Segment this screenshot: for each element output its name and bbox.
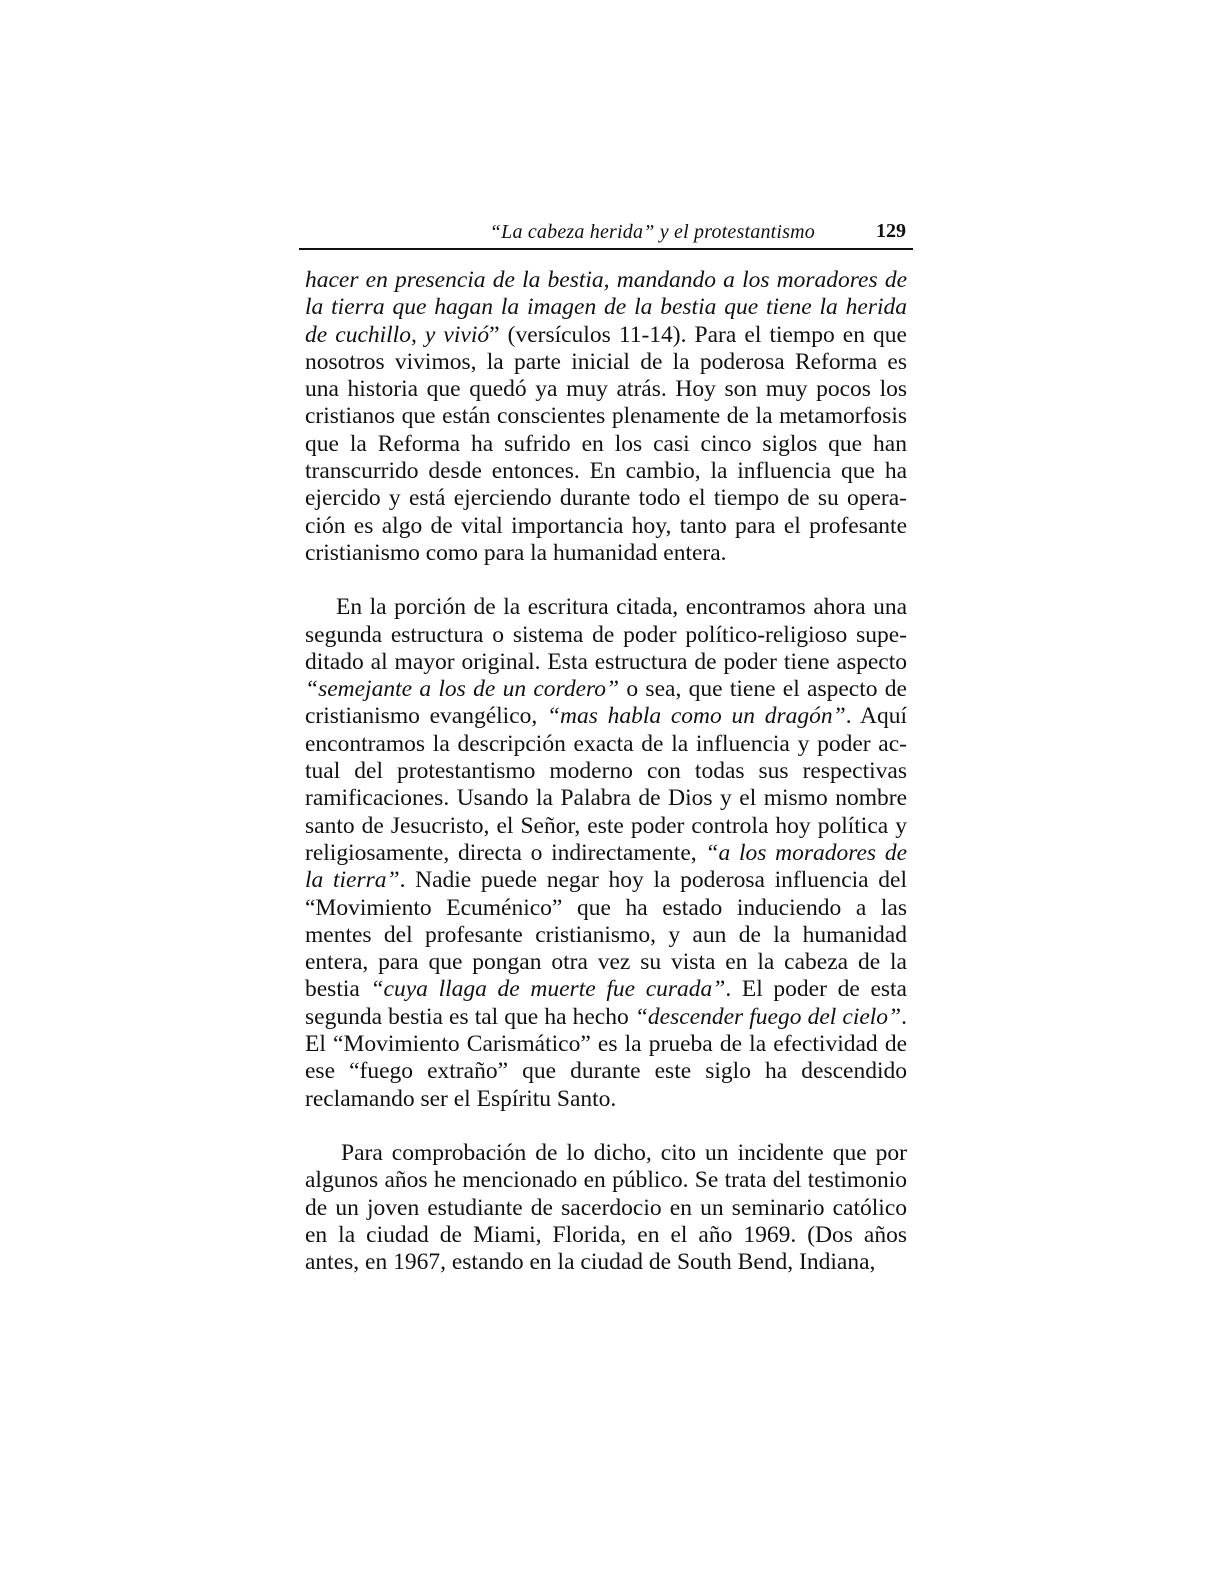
running-title: “La cabeza herida” y el protestantismo bbox=[489, 221, 815, 243]
paragraph-3 bbox=[305, 1140, 907, 1276]
paragraph-text: o sea, que tiene el aspecto de cristianismo evangélico, bbox=[305, 676, 907, 730]
paragraph-text: En la porción de la escritura citada, encontramos ahora una segunda estructura o sistema de poder político-religioso supeditado al mayor original. Esta estructura de poder tiene aspecto bbox=[305, 594, 907, 675]
paragraph-text: . Nadie puede negar hoy la poderosa influencia del “Movimiento Ecuménico” que ha estado induciendo a las mentes del profesante cristianismo, y aun de la humanidad entera, para que pongan otra vez su vista en la cabeza de la bestia bbox=[305, 867, 907, 1003]
page-number: 129 bbox=[876, 220, 906, 242]
scripture-quote: “semejante a los de un cordero” bbox=[305, 676, 620, 703]
body-text bbox=[305, 267, 907, 1276]
paragraph-text: . El “Movimiento Carismático” es la prueba de la efectividad de ese “fuego extraño” que durante este siglo ha descendido reclamando ser el Espíritu Santo. bbox=[305, 1003, 907, 1112]
paragraph-text: . Aquí encontramos la descripción exacta de la influencia y poder actual del protestantismo moderno con todas sus respectivas ramificaciones. Usando la Palabra de Dios y el mismo nombre santo de Jesucristo, el Señor, este poder controla hoy política y religiosamente, directa o indirectamente, bbox=[305, 703, 907, 866]
header-rule bbox=[299, 248, 913, 250]
paragraph-text: Para comprobación de lo dicho, cito un incidente que por algunos años he mencionado en público. Se trata del testimonio de un joven estudiante de sacerdocio en un seminario católico en la ciudad de Miami, Florida, en el año 1969. (Dos años antes, en 1967, estando en la ciudad de South Bend, Indiana, bbox=[305, 1139, 907, 1276]
scripture-quote: “a los moradores de la tierra” bbox=[305, 839, 908, 894]
paragraph-text: ” (versículos 11-14). Para el tiempo en que nosotros vivimos, la parte inicial de la poderosa Reforma es una historia que quedó ya muy atrás. Hoy son muy pocos los cristianos que están conscientes plenamente de la metamorfosis que la Reforma ha sufrido en los casi cinco siglos que han transcurrido desde entonces. En cambio, la influencia que ha ejercido y está ejerciendo durante todo el tiempo de su operación es algo de vital importancia hoy, tanto para el profesante cristianismo como para la humanidad entera. bbox=[305, 321, 907, 566]
running-head bbox=[299, 218, 912, 248]
paragraph-1 bbox=[305, 267, 907, 567]
scripture-quote: “cuya llaga de muerte fue curada” bbox=[370, 976, 726, 1003]
scripture-quote: “descender fuego del cielo” bbox=[634, 1003, 902, 1030]
scripture-quote: “mas habla como un dragón” bbox=[546, 703, 846, 730]
paragraph-text: . El poder de esta segunda bestia es tal que ha hecho bbox=[305, 976, 907, 1030]
paragraph-2 bbox=[305, 594, 907, 1113]
scripture-quote: hacer en presencia de la bestia, mandando a los moradores de la tierra que hagan la imagen de la bestia que tiene la herida de cuchillo, y vivió bbox=[305, 267, 907, 348]
